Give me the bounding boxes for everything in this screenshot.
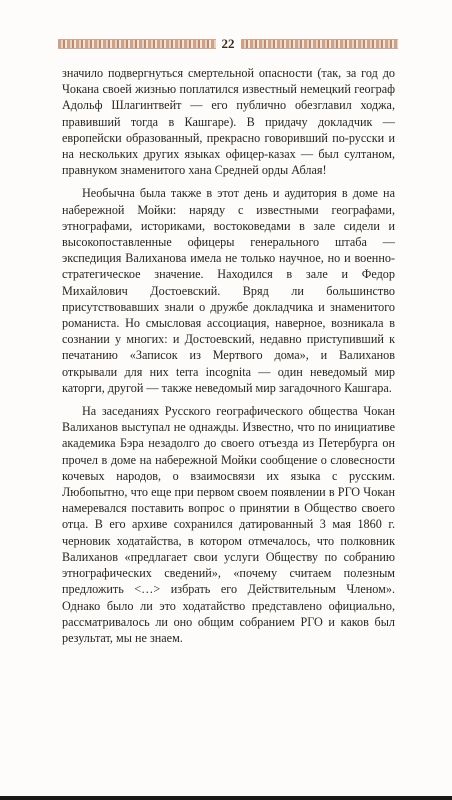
header-ornament-right bbox=[241, 39, 399, 49]
paragraph: Необычна была также в этот день и аудитория в доме на набережной Мойки: наряду с известными географами, этнографами, историками, востоковедами в зале сидели и высокопоставленные офицеры генерального штаба — экспедиция Валиханова имела не только научное, но и военно-стратегическое значение. Находился в зале и Федор Михайлович Достоевский. Вряд ли большинство присутствовавших знали о дружбе докладчика и знаменитого романиста. Но смысловая ассоциация, наверное, возникала в сознании у многих: и Достоевский, недавно приступивший к печатанию «Записок из Мертвого дома», и Валиханов открывали для них terra incognita — один неведомый мир каторги, другой — также неведомый мир загадочного Кашгара. bbox=[62, 186, 395, 395]
paragraph: На заседаниях Русского географического общества Чокан Валиханов выступал не однажды. Известно, что по инициативе академика Бэра незадолго до своего отъезда из Петербурга он прочел в доме на набережной Мойки сообщение о словесности кочевых народов, о взаимосвязи их языка с русским. Любопытно, что еще при первом своем появлении в РГО Чокан намеревался поставить вопрос о принятии в Общество своего отца. В его архиве сохранился датированный 3 мая 1860 г. черновик ходатайства, в котором отмечалось, что полковник Валиханов «предлагает свои услуги Обществу по собранию этнографических сведений», «почему считаем полезным предложить <…> избрать его Действительным Членом». Однако было ли это ходатайство представлено официально, рассматривалось ли оно общим собранием РГО и каков был результат, мы не знаем. bbox=[62, 404, 395, 645]
page-header bbox=[58, 37, 398, 51]
page-number: 22 bbox=[221, 36, 235, 51]
paragraph: значило подвергнуться смертельной опасности (так, за год до Чокана своей жизнью поплатился известный немецкий географ Адольф Шлагинтвейт — его публично обезглавил ходжа, правивший тогда в Кашгаре). В придачу докладчик — европейски образованный, прекрасно говоривший по-русски и на нескольких других языках офицер-казах — был султаном, правнуком знаменитого хана Средней орды Аблая! bbox=[62, 66, 395, 178]
header-ornament-left bbox=[58, 39, 216, 49]
bottom-edge bbox=[0, 796, 452, 800]
body-text bbox=[62, 65, 395, 653]
